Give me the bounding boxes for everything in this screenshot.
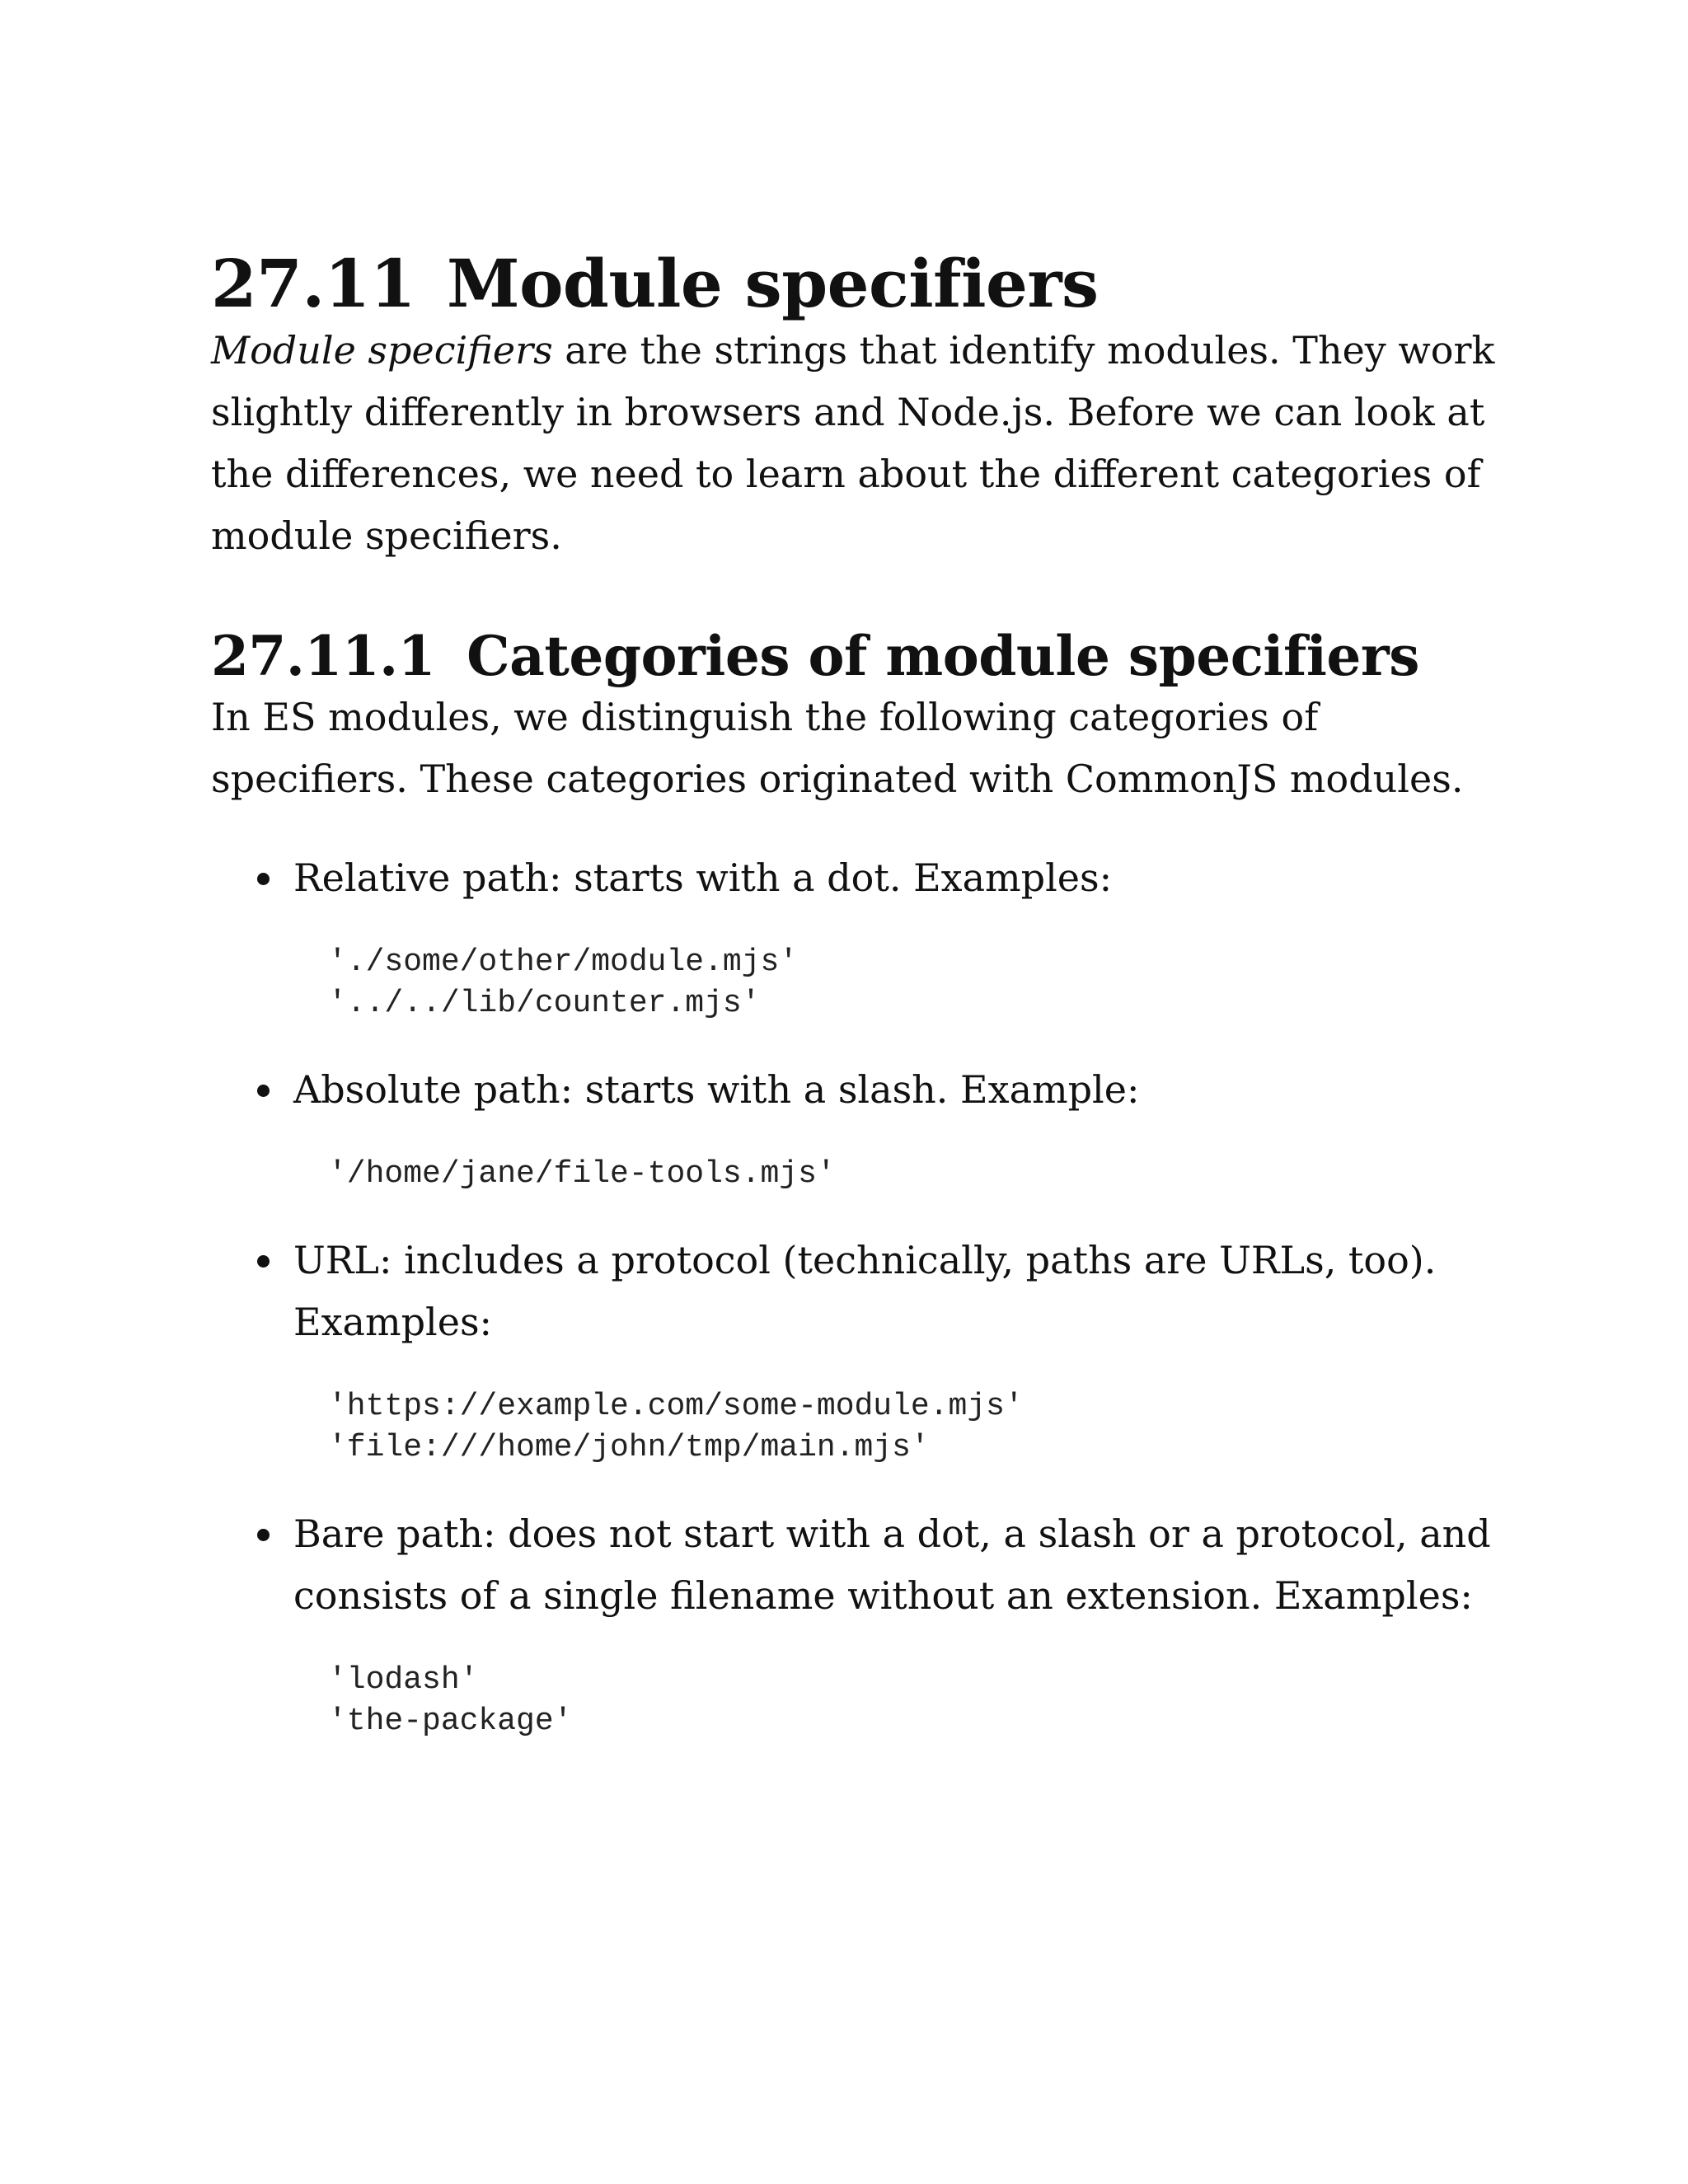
list-item bbox=[211, 1230, 1497, 1469]
bullet-icon bbox=[257, 1529, 270, 1541]
code-example bbox=[328, 1386, 1497, 1469]
list-item bbox=[211, 1503, 1497, 1742]
bullet-icon bbox=[257, 873, 270, 885]
bullet-icon bbox=[257, 1255, 270, 1268]
list-item-text: Absolute path: starts with a slash. Example: bbox=[293, 1066, 1140, 1112]
code-line: 'https://example.com/some-module.mjs' bbox=[328, 1388, 1024, 1424]
subsection-number: 27.11.1 bbox=[211, 624, 436, 688]
section-title: Module specifiers bbox=[447, 245, 1099, 322]
list-item bbox=[211, 1059, 1497, 1195]
section-heading bbox=[211, 247, 1497, 320]
code-line: 'the-package' bbox=[328, 1703, 573, 1739]
list-item-text: URL: includes a protocol (technically, paths are URLs, too). Examples: bbox=[293, 1237, 1437, 1344]
list-item-text: Bare path: does not start with a dot, a slash or a protocol, and consists of a single filename without an extension. Examples: bbox=[293, 1511, 1491, 1618]
code-example bbox=[328, 942, 1497, 1024]
categories-list bbox=[211, 847, 1497, 1742]
document-page bbox=[211, 247, 1497, 1777]
code-line: 'file:///home/john/tmp/main.mjs' bbox=[328, 1429, 930, 1465]
code-line: 'lodash' bbox=[328, 1661, 479, 1698]
code-line: './some/other/module.mjs' bbox=[328, 944, 799, 980]
list-item bbox=[211, 847, 1497, 1024]
subsection bbox=[211, 626, 1497, 687]
list-item-text: Relative path: starts with a dot. Examples: bbox=[293, 855, 1113, 900]
code-example bbox=[328, 1660, 1497, 1742]
intro-term: Module specifiers bbox=[211, 328, 553, 373]
intro-paragraph bbox=[211, 320, 1497, 567]
subsection-heading bbox=[211, 626, 1497, 687]
section-number: 27.11 bbox=[211, 245, 416, 322]
bullet-icon bbox=[257, 1085, 270, 1097]
categories-intro-paragraph: In ES modules, we distinguish the following categories of specifiers. These categories originated with CommonJS modules. bbox=[211, 694, 1464, 801]
code-line: '../../lib/counter.mjs' bbox=[328, 985, 761, 1021]
intro-text: are the strings that identify modules. They work slightly differently in browsers and Node.js. Before we can look at the differences, we need to learn about the different categories of module specifiers. bbox=[211, 328, 1495, 558]
subsection-title: Categories of module specifiers bbox=[467, 624, 1419, 688]
code-example bbox=[328, 1154, 1497, 1195]
code-line: '/home/jane/file-tools.mjs' bbox=[328, 1155, 836, 1192]
